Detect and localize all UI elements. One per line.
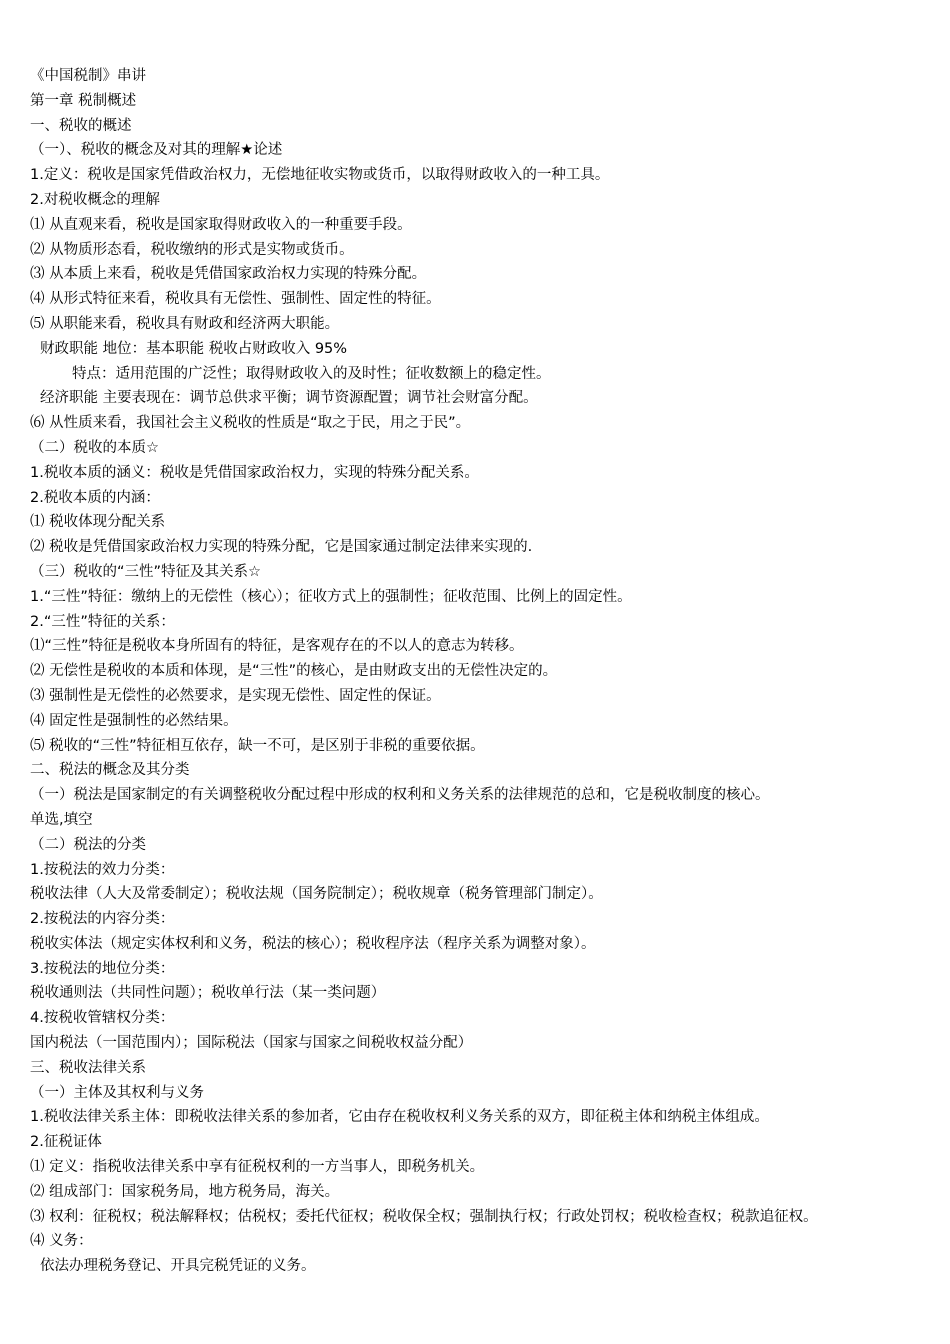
text-line: 经济职能 主要表现在：调节总供求平衡；调节资源配置；调节社会财富分配。 bbox=[40, 390, 538, 407]
text-line: ⑶ 从本质上来看，税收是凭借国家政治权力实现的特殊分配。 bbox=[30, 266, 427, 283]
text-line: ⑴ 从直观来看，税收是国家取得财政收入的一种重要手段。 bbox=[30, 216, 412, 233]
text-line: ⑵ 无偿性是税收的本质和体现，是“三性”的核心，是由财政支出的无偿性决定的。 bbox=[30, 663, 558, 680]
text-line: ⑶ 权利：征税权；税法解释权；估税权；委托代征权；税收保全权；强制执行权；行政处罚权；税收检查权；税款追征权。 bbox=[30, 1208, 818, 1225]
text-line: 1.按税法的效力分类： bbox=[30, 861, 175, 878]
section-heading: 一、税收的概述 bbox=[30, 117, 132, 134]
text-line: 2.“三性”特征的关系： bbox=[30, 613, 175, 630]
text-line: 1.定义：税收是国家凭借政治权力，无偿地征收实物或货币，以取得财政收入的一种工具。 bbox=[30, 167, 610, 184]
text-line: 4.按税收管辖权分类： bbox=[30, 1010, 175, 1027]
text-line: 财政职能 地位：基本职能 税收占财政收入 95% bbox=[40, 340, 348, 357]
text-line: 3.按税法的地位分类： bbox=[30, 960, 175, 977]
text-line: ⑷ 从形式特征来看，税收具有无偿性、强制性、固定性的特征。 bbox=[30, 291, 441, 308]
subsection-heading: （二）税收的本质☆ bbox=[30, 439, 159, 456]
text-line: ⑴ 税收体现分配关系 bbox=[30, 514, 166, 531]
chapter-heading: 第一章 税制概述 bbox=[30, 92, 137, 109]
text-line: 税收法律（人大及常委制定）；税收法规（国务院制定）；税收规章（税务管理部门制定）。 bbox=[30, 886, 603, 903]
text-line: ⑵ 组成部门：国家税务局，地方税务局，海关。 bbox=[30, 1183, 340, 1200]
section-heading: 三、税收法律关系 bbox=[30, 1059, 146, 1076]
subsection-heading: （二）税法的分类 bbox=[30, 836, 146, 853]
text-line: 特点：适用范围的广泛性；取得财政收入的及时性；征收数额上的稳定性。 bbox=[72, 365, 551, 382]
text-line: 国内税法（一国范围内）；国际税法（国家与国家之间税收权益分配） bbox=[30, 1035, 473, 1052]
text-line: ⑸ 从职能来看，税收具有财政和经济两大职能。 bbox=[30, 315, 340, 332]
text-line: 2.征税证体 bbox=[30, 1134, 102, 1151]
text-line: 1.税收法律关系主体：即税收法律关系的参加者，它由存在税收权利义务关系的双方，即征税主体和纳税主体组成。 bbox=[30, 1109, 769, 1126]
text-line: 税收通则法（共同性问题）；税收单行法（某一类问题） bbox=[30, 985, 386, 1002]
text-line: 2.对税收概念的理解 bbox=[30, 191, 160, 208]
text-line: 单选,填空 bbox=[30, 811, 93, 828]
text-line: ⑵ 税收是凭借国家政治权力实现的特殊分配，它是国家通过制定法律来实现的. bbox=[30, 539, 533, 556]
text-line: 2.按税法的内容分类： bbox=[30, 911, 175, 928]
text-line: ⑹ 从性质来看，我国社会主义税收的性质是“取之于民，用之于民”。 bbox=[30, 415, 471, 432]
text-line: ⑴“三性”特征是税收本身所固有的特征，是客观存在的不以人的意志为转移。 bbox=[30, 638, 524, 655]
document-page bbox=[30, 64, 900, 1279]
text-line: 1.“三性”特征：缴纳上的无偿性（核心）；征收方式上的强制性；征收范围、比例上的固定性。 bbox=[30, 588, 632, 605]
text-line: 2.税收本质的内涵： bbox=[30, 489, 160, 506]
text-line: 税收实体法（规定实体权利和义务，税法的核心）；税收程序法（程序关系为调整对象）。 bbox=[30, 935, 596, 952]
text-line: ⑴ 定义：指税收法律关系中享有征税权利的一方当事人，即税务机关。 bbox=[30, 1159, 485, 1176]
text-line: ⑷ 固定性是强制性的必然结果。 bbox=[30, 712, 238, 729]
document-title: 《中国税制》串讲 bbox=[30, 68, 146, 84]
text-line: ⑸ 税收的“三性”特征相互依存，缺一不可，是区别于非税的重要依据。 bbox=[30, 737, 485, 754]
subsection-heading: （一）、税收的概念及对其的理解★论述 bbox=[30, 142, 283, 159]
text-line: ⑶ 强制性是无偿性的必然要求，是实现无偿性、固定性的保证。 bbox=[30, 687, 441, 704]
text-line: （一）税法是国家制定的有关调整税收分配过程中形成的权利和义务关系的法律规范的总和，它是税收制度的核心。 bbox=[30, 787, 770, 804]
subsection-heading: （一）主体及其权利与义务 bbox=[30, 1084, 204, 1101]
text-line: ⑵ 从物质形态看，税收缴纳的形式是实物或货币。 bbox=[30, 241, 354, 258]
section-heading: 二、税法的概念及其分类 bbox=[30, 762, 190, 779]
text-line: ⑷ 义务： bbox=[30, 1233, 93, 1250]
text-line: 依法办理税务登记、开具完税凭证的义务。 bbox=[40, 1258, 316, 1275]
subsection-heading: （三）税收的“三性”特征及其关系☆ bbox=[30, 563, 262, 580]
text-line: 1.税收本质的涵义：税收是凭借国家政治权力，实现的特殊分配关系。 bbox=[30, 464, 479, 481]
